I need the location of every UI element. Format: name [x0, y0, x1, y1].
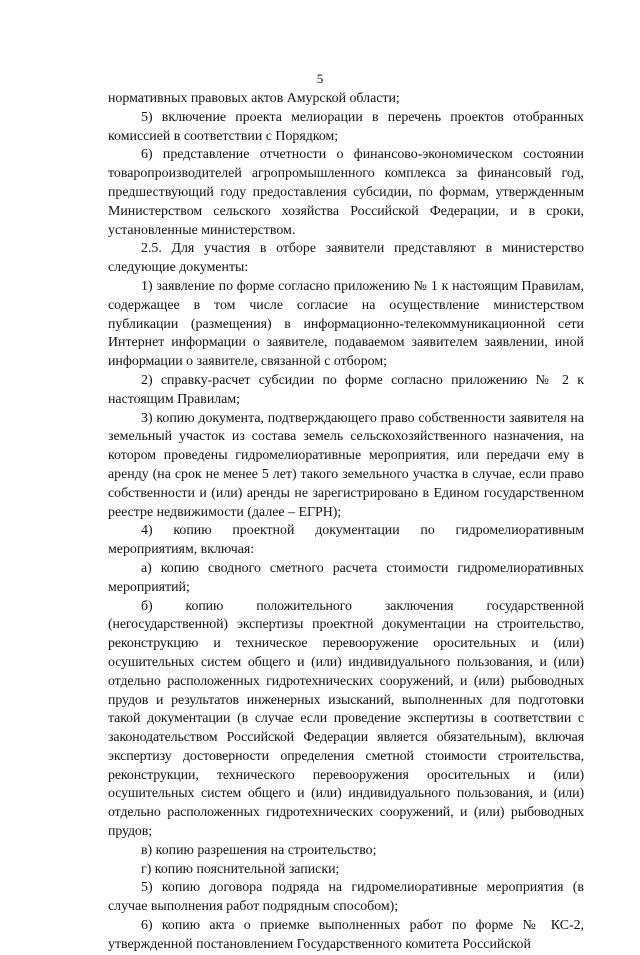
paragraph: 5) копию договора подряда на гидромелиоративные мероприятия (в случае выполнения работ подрядным способом);: [108, 880, 584, 915]
paragraph: 3) копию документа, подтверждающего право собственности заявителя на земельный участок из состава земель сельскохозяйственного назначения, на котором проведены гидромелиоративные мероприятия, или передачи ему в аренду (на срок не менее 5 лет) такого земельного участка в случае, если право собственности и (или) аренды не зарегистрировано в Едином государственном реестре недвижимости (далее – ЕГРН);: [108, 410, 584, 520]
paragraph: б) копию положительного заключения государственной (негосударственной) экспертизы проектной документации на строительство, реконструкцию и техническое перевооружение оросительных и (или) осушительных систем общего и (или) индивидуального пользования, и (или) отдельно расположенных гидротехнических сооружений, и (или) рыбоводных прудов и результатов инженерных изысканий, выполненных для подготовки такой документации (в случае если проведение экспертизы в соответствии с законодательством Российской Федерации является обязательным), включая экспертизу достоверности определения сметной стоимости строительства, реконструкции, технического перевооружения оросительных и (или) осушительных систем общего и (или) индивидуального пользования, и (или) отдельно расположенных гидротехнических сооружений, и (или) рыбоводных прудов;: [108, 598, 584, 840]
paragraph: в) копию разрешения на строительство;: [141, 842, 377, 858]
paragraph: 2) справку-расчет субсидии по форме согласно приложению № 2 к настоящим Правилам;: [108, 372, 584, 407]
paragraph: 6) копию акта о приемке выполненных работ по форме № КС-2, утвержденной постановлением Государственного комитета Российской: [108, 918, 584, 952]
paragraph: нормативных правовых актов Амурской области;: [108, 91, 400, 106]
paragraph: г) копию пояснительной записки;: [141, 861, 340, 877]
paragraph: 4) копию проектной документации по гидромелиоративным мероприятиям, включая:: [108, 523, 584, 558]
paragraph: 1) заявление по форме согласно приложению № 1 к настоящим Правилам, содержащее в том числе согласие на осуществление министерством публикации (размещения) в информационно-телекоммуникационной сети Интернет информации о заявителе, подаваемом заявителем заявлении, иной информации о заявителе, связанной с отбором;: [108, 278, 584, 370]
document-body: [108, 90, 584, 955]
paragraph: 6) представление отчетности о финансово-экономическом состоянии товаропроизводителей агропромышленного комплекса за финансовый год, предшествующий году предоставления субсидии, по формам, утвержденным Министерством сельского хозяйства Российской Федерации, и в сроки, установленные министерством.: [108, 147, 584, 238]
paragraph: а) копию сводного сметного расчета стоимости гидромелиоративных мероприятий;: [108, 560, 584, 595]
page-number: 5: [316, 71, 324, 86]
paragraph: 5) включение проекта мелиорации в перечень проектов отобранных комиссией в соответствии с Порядком;: [108, 109, 584, 144]
paragraph: 2.5. Для участия в отборе заявители представляют в министерство следующие документы:: [108, 241, 584, 276]
